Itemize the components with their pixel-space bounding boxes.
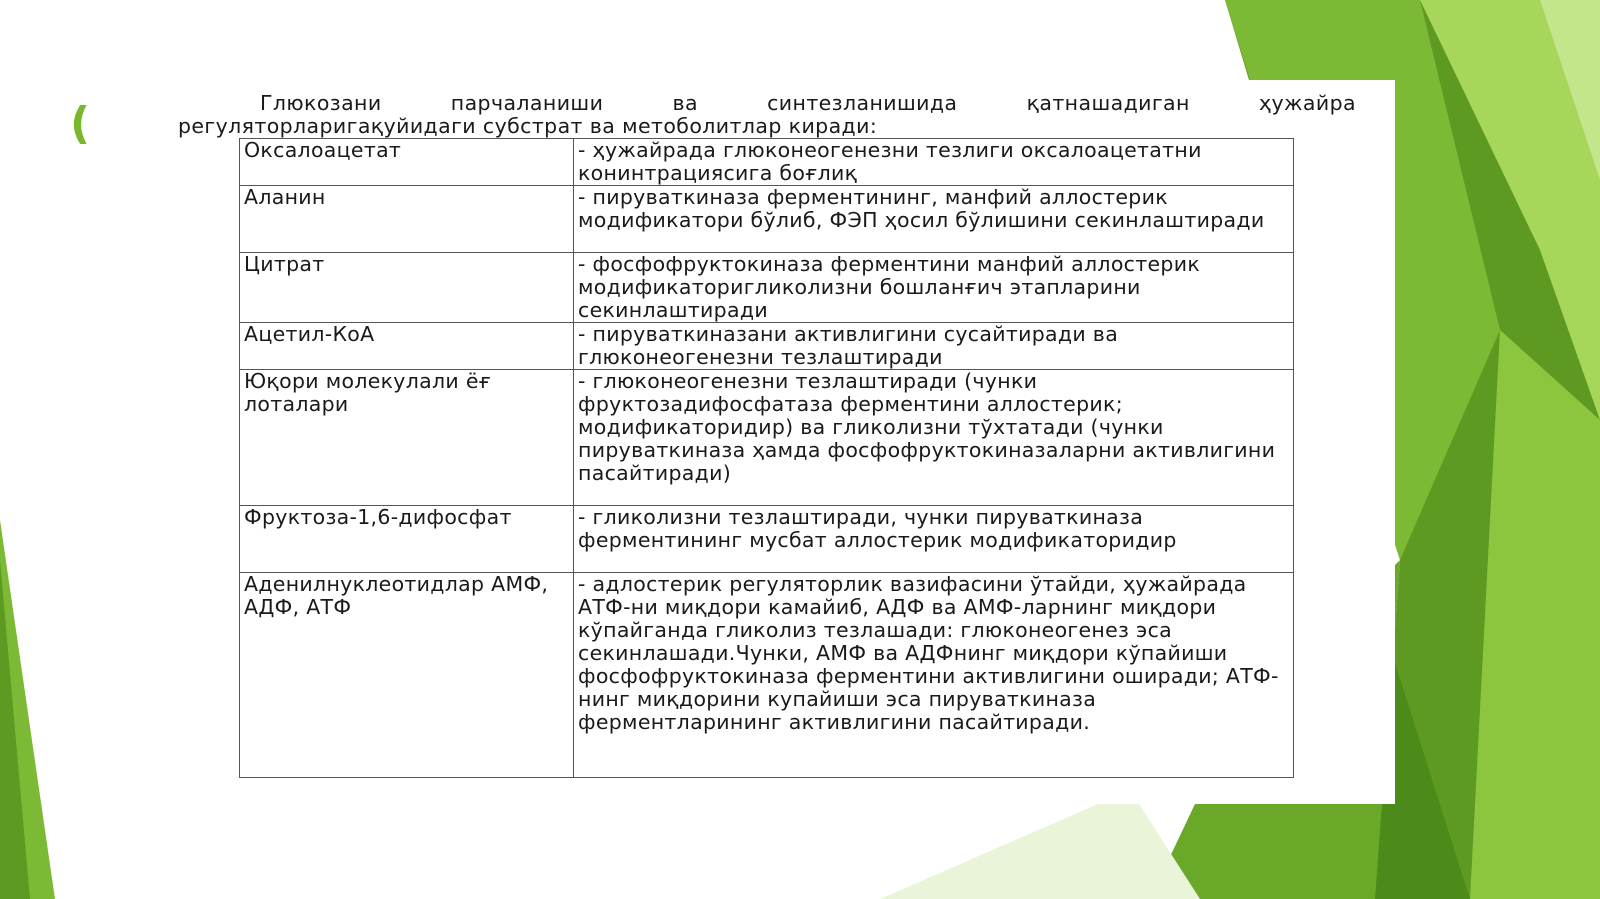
regulator-effect-cell: - гликолизни тезлаштиради, чунки пируваткиназа ферментининг мусбат аллостерик модификаторидир xyxy=(574,506,1294,573)
regulator-name-cell: Аланин xyxy=(240,186,574,253)
intro-line-2: регуляторларигақуйидаги субстрат ва метоболитлар киради: xyxy=(178,114,878,138)
bullet-marker-icon: ( xyxy=(70,98,91,149)
regulator-name-cell: Ацетил-КоА xyxy=(240,323,574,370)
regulator-effect-cell: - фосфофруктокиназа ферментини манфий аллостерик модификаторигликолизни бошланғич этапларини секинлаштиради xyxy=(574,253,1294,323)
regulator-effect-cell: - пируваткиназа ферментининг, манфий аллостерик модификатори бўлиб, ФЭП ҳосил бўлишини секинлаштиради xyxy=(574,186,1294,253)
table-row xyxy=(240,573,1294,778)
table-row xyxy=(240,370,1294,506)
regulators-table xyxy=(239,138,1294,778)
regulator-effect-cell: - пируваткиназани активлигини сусайтиради ва глюконеогенезни тезлаштиради xyxy=(574,323,1294,370)
regulator-name-cell: Цитрат xyxy=(240,253,574,323)
regulator-name-cell: Юқори молекулали ёғ лоталари xyxy=(240,370,574,506)
table-row xyxy=(240,186,1294,253)
regulator-effect-cell: - ҳужайрада глюконеогенезни тезлиги оксалоацетатни конинтрациясига боғлиқ xyxy=(574,139,1294,186)
table-row xyxy=(240,506,1294,573)
regulator-name-cell: Оксалоацетат xyxy=(240,139,574,186)
table-row xyxy=(240,323,1294,370)
regulator-effect-cell: - адлостерик регуляторлик вазифасини ўтайди, ҳужайрада АТФ-ни миқдори камайиб, АДФ ва АМФ-ларнинг миқдори кўпайганда гликолиз тезлашади: глюконеогенез эса секинлашади.Чунки, АМФ ва АДФнинг миқдори кўпайиши фосфофруктокиназа ферментини активлигини оширади; АТФ-нинг миқдорини купайиши эса пируваткиназа ферментларининг активлигини пасайтиради. xyxy=(574,573,1294,778)
table-row xyxy=(240,139,1294,186)
table-row xyxy=(240,253,1294,323)
intro-paragraph xyxy=(178,92,1356,138)
intro-line-1: Глюкозани парчаланиши ва синтезланишида қатнашадиган ҳужайра xyxy=(260,91,1356,115)
regulator-effect-cell: - глюконеогенезни тезлаштиради (чунки фруктозадифосфатаза ферментини аллостерик; модификаторидир) ва гликолизни тўхтатади (чунки пируваткиназа ҳамда фосфофруктокиназаларни активлигини пасайтиради) xyxy=(574,370,1294,506)
green-facet xyxy=(880,790,1200,899)
regulator-name-cell: Аденилнуклеотидлар АМФ, АДФ, АТФ xyxy=(240,573,574,778)
regulator-name-cell: Фруктоза-1,6-дифосфат xyxy=(240,506,574,573)
